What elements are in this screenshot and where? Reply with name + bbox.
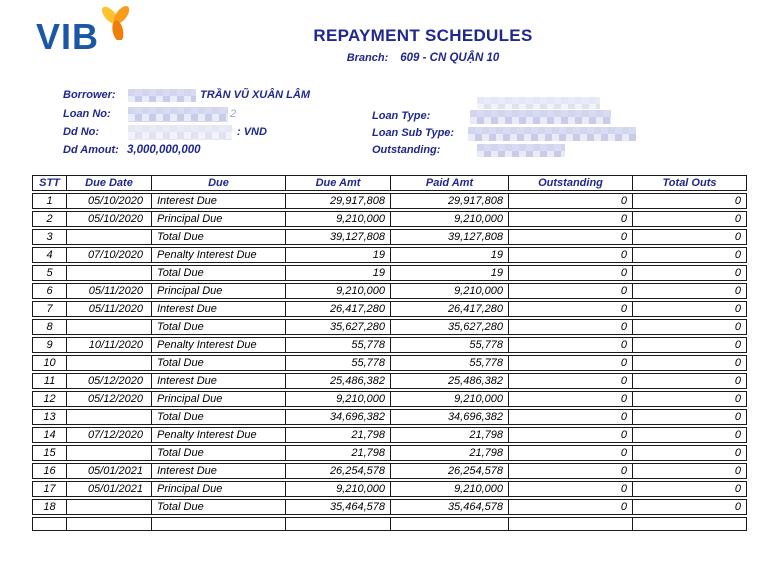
table-cell: 0 bbox=[632, 301, 747, 317]
table-cell: 39,127,808 bbox=[390, 229, 508, 245]
table-cell bbox=[390, 517, 508, 531]
table-cell: 05/11/2020 bbox=[66, 301, 151, 317]
table-cell: 26,417,280 bbox=[390, 301, 508, 317]
table-cell: 35,627,280 bbox=[390, 319, 508, 335]
table-cell: 0 bbox=[508, 247, 632, 263]
table-cell: Total Due bbox=[151, 499, 285, 515]
table-cell bbox=[632, 517, 747, 531]
table-row bbox=[32, 319, 747, 335]
table-cell: 55,778 bbox=[390, 355, 508, 371]
table-cell: 9,210,000 bbox=[390, 391, 508, 407]
column-header: Due Amt bbox=[285, 175, 390, 191]
table-cell: 18 bbox=[32, 499, 66, 515]
table-cell: 55,778 bbox=[285, 355, 390, 371]
dd-no-label: Dd No: bbox=[63, 126, 100, 138]
table-cell: 19 bbox=[390, 265, 508, 281]
dd-amount-value: 3,000,000,000 bbox=[127, 144, 201, 156]
table-cell: 39,127,808 bbox=[285, 229, 390, 245]
table-cell bbox=[66, 517, 151, 531]
table-cell bbox=[66, 445, 151, 461]
repayment-schedule-table bbox=[32, 173, 747, 533]
table-header-row bbox=[32, 175, 747, 191]
table-cell: Interest Due bbox=[151, 301, 285, 317]
table-cell: 11 bbox=[32, 373, 66, 389]
dd-no-redacted bbox=[128, 125, 232, 140]
table-cell: 05/01/2021 bbox=[66, 481, 151, 497]
table-row bbox=[32, 445, 747, 461]
table-row bbox=[32, 193, 747, 209]
table-cell: 12 bbox=[32, 391, 66, 407]
table-cell: 0 bbox=[632, 391, 747, 407]
table-row bbox=[32, 283, 747, 299]
table-cell: 35,464,578 bbox=[390, 499, 508, 515]
loan-no-trailing: 2 bbox=[230, 108, 237, 120]
vib-star-icon bbox=[97, 4, 135, 40]
table-cell: 16 bbox=[32, 463, 66, 479]
table-cell: 29,917,808 bbox=[285, 193, 390, 209]
table-cell: Total Due bbox=[151, 409, 285, 425]
table-cell: Principal Due bbox=[151, 283, 285, 299]
table-cell: 29,917,808 bbox=[390, 193, 508, 209]
title-block bbox=[188, 26, 658, 64]
table-row-partial bbox=[32, 517, 747, 531]
table-cell: Penalty Interest Due bbox=[151, 427, 285, 443]
table-cell: 0 bbox=[508, 499, 632, 515]
table-cell: 21,798 bbox=[285, 445, 390, 461]
outstanding-redacted bbox=[477, 144, 565, 157]
table-cell: 9,210,000 bbox=[285, 391, 390, 407]
table-cell: 8 bbox=[32, 319, 66, 335]
table-cell: 07/12/2020 bbox=[66, 427, 151, 443]
table-cell bbox=[66, 265, 151, 281]
table-row bbox=[32, 463, 747, 479]
loan-no-redacted bbox=[128, 107, 228, 122]
table-row bbox=[32, 481, 747, 497]
table-cell: 35,627,280 bbox=[285, 319, 390, 335]
table-cell: 0 bbox=[508, 337, 632, 353]
table-row bbox=[32, 391, 747, 407]
table-cell: 0 bbox=[508, 301, 632, 317]
table-cell: 26,417,280 bbox=[285, 301, 390, 317]
table-cell: Total Due bbox=[151, 319, 285, 335]
table-cell: 35,464,578 bbox=[285, 499, 390, 515]
table-cell: Total Due bbox=[151, 445, 285, 461]
table-cell: 0 bbox=[632, 211, 747, 227]
table-cell: 0 bbox=[508, 427, 632, 443]
table-cell: 05/10/2020 bbox=[66, 211, 151, 227]
branch-label: Branch: bbox=[346, 52, 389, 64]
table-row bbox=[32, 229, 747, 245]
table-cell: 0 bbox=[508, 229, 632, 245]
table-cell: 0 bbox=[508, 193, 632, 209]
table-cell: Interest Due bbox=[151, 373, 285, 389]
table-row bbox=[32, 355, 747, 371]
table-cell: 0 bbox=[508, 463, 632, 479]
table-row bbox=[32, 301, 747, 317]
page-title: REPAYMENT SCHEDULES bbox=[313, 26, 533, 45]
loan-sub-type-label: Loan Sub Type: bbox=[372, 127, 455, 139]
table-cell: 9,210,000 bbox=[285, 481, 390, 497]
borrower-label: Borrower: bbox=[63, 89, 116, 101]
table-row bbox=[32, 409, 747, 425]
loan-type-redacted bbox=[470, 110, 611, 124]
vib-logo bbox=[36, 4, 146, 60]
table-cell: 0 bbox=[632, 427, 747, 443]
table-cell: 0 bbox=[632, 193, 747, 209]
table-cell: 0 bbox=[508, 445, 632, 461]
dd-amount-label: Dd Amout: bbox=[63, 144, 119, 156]
table-cell: 0 bbox=[632, 373, 747, 389]
table-cell: 14 bbox=[32, 427, 66, 443]
table-cell: 9,210,000 bbox=[390, 481, 508, 497]
right-redacted-top bbox=[477, 97, 600, 109]
table-cell: 0 bbox=[508, 211, 632, 227]
table-cell: 0 bbox=[508, 265, 632, 281]
table-cell: Interest Due bbox=[151, 193, 285, 209]
table-cell: 0 bbox=[632, 337, 747, 353]
table-row bbox=[32, 427, 747, 443]
table-cell: 34,696,382 bbox=[390, 409, 508, 425]
table-cell bbox=[66, 355, 151, 371]
table-cell: 17 bbox=[32, 481, 66, 497]
table-cell: 19 bbox=[285, 265, 390, 281]
table-cell bbox=[151, 517, 285, 531]
table-cell: 05/01/2021 bbox=[66, 463, 151, 479]
borrower-name: TRẦN VŨ XUÂN LÂM bbox=[200, 89, 310, 101]
table-cell: 13 bbox=[32, 409, 66, 425]
table-cell bbox=[508, 517, 632, 531]
table-cell: 0 bbox=[632, 499, 747, 515]
table-cell: 0 bbox=[632, 481, 747, 497]
table-cell: 0 bbox=[508, 319, 632, 335]
table-cell: 10/11/2020 bbox=[66, 337, 151, 353]
branch-value: 609 - CN QUẬN 10 bbox=[400, 52, 500, 64]
table-cell: 9,210,000 bbox=[390, 283, 508, 299]
table-cell: 2 bbox=[32, 211, 66, 227]
table-cell: 34,696,382 bbox=[285, 409, 390, 425]
table-cell: 55,778 bbox=[390, 337, 508, 353]
table-cell: 07/10/2020 bbox=[66, 247, 151, 263]
table-cell: 9,210,000 bbox=[285, 283, 390, 299]
table-cell: Total Due bbox=[151, 229, 285, 245]
loan-sub-type-redacted bbox=[468, 127, 636, 141]
table-cell: 6 bbox=[32, 283, 66, 299]
table-cell: 9,210,000 bbox=[285, 211, 390, 227]
table-cell: 19 bbox=[285, 247, 390, 263]
table-cell bbox=[32, 517, 66, 531]
table-cell: 21,798 bbox=[390, 445, 508, 461]
column-header: STT bbox=[32, 175, 66, 191]
table-cell: 0 bbox=[508, 283, 632, 299]
table-cell: 26,254,578 bbox=[285, 463, 390, 479]
table-cell: 15 bbox=[32, 445, 66, 461]
table-cell: 0 bbox=[632, 265, 747, 281]
table-cell: Principal Due bbox=[151, 211, 285, 227]
loan-no-label: Loan No: bbox=[63, 108, 111, 120]
table-cell: 0 bbox=[632, 355, 747, 371]
table-cell: 05/12/2020 bbox=[66, 391, 151, 407]
table-cell: 05/11/2020 bbox=[66, 283, 151, 299]
column-header: Outstanding bbox=[508, 175, 632, 191]
table-cell: 0 bbox=[632, 463, 747, 479]
table-cell bbox=[285, 517, 390, 531]
table-cell: 0 bbox=[508, 409, 632, 425]
table-cell: Interest Due bbox=[151, 463, 285, 479]
table-cell: 55,778 bbox=[285, 337, 390, 353]
table-cell: 0 bbox=[632, 229, 747, 245]
table-cell: 5 bbox=[32, 265, 66, 281]
column-header: Paid Amt bbox=[390, 175, 508, 191]
table-row bbox=[32, 499, 747, 515]
table-cell: 19 bbox=[390, 247, 508, 263]
table-row bbox=[32, 373, 747, 389]
table-cell: 0 bbox=[508, 481, 632, 497]
loan-type-label: Loan Type: bbox=[372, 110, 431, 122]
table-cell bbox=[66, 319, 151, 335]
table-cell: 21,798 bbox=[285, 427, 390, 443]
table-cell: 25,486,382 bbox=[285, 373, 390, 389]
table-cell: 4 bbox=[32, 247, 66, 263]
table-cell: 0 bbox=[508, 373, 632, 389]
table-row bbox=[32, 211, 747, 227]
table-row bbox=[32, 265, 747, 281]
table-cell: 0 bbox=[632, 409, 747, 425]
table-cell: 0 bbox=[632, 247, 747, 263]
table-cell: Penalty Interest Due bbox=[151, 337, 285, 353]
column-header: Due Date bbox=[66, 175, 151, 191]
column-header: Due bbox=[151, 175, 285, 191]
table-cell: Principal Due bbox=[151, 481, 285, 497]
table-cell: 0 bbox=[508, 355, 632, 371]
table-cell bbox=[66, 499, 151, 515]
outstanding-label: Outstanding: bbox=[372, 144, 441, 156]
table-cell: 1 bbox=[32, 193, 66, 209]
table-cell: 0 bbox=[508, 391, 632, 407]
table-cell: 26,254,578 bbox=[390, 463, 508, 479]
dd-no-currency: : VND bbox=[237, 126, 267, 138]
table-row bbox=[32, 247, 747, 263]
table-cell: 10 bbox=[32, 355, 66, 371]
table-cell: 3 bbox=[32, 229, 66, 245]
table-cell: Penalty Interest Due bbox=[151, 247, 285, 263]
table-cell: 0 bbox=[632, 445, 747, 461]
table-cell: Total Due bbox=[151, 355, 285, 371]
table-cell bbox=[66, 229, 151, 245]
table-cell: 25,486,382 bbox=[390, 373, 508, 389]
table-cell: Principal Due bbox=[151, 391, 285, 407]
table-row bbox=[32, 337, 747, 353]
vib-logo-text: VIB bbox=[36, 16, 100, 57]
table-cell: 9 bbox=[32, 337, 66, 353]
column-header: Total Outs bbox=[632, 175, 747, 191]
table-cell: 9,210,000 bbox=[390, 211, 508, 227]
table-cell: 0 bbox=[632, 319, 747, 335]
table-cell: 21,798 bbox=[390, 427, 508, 443]
table-cell: 05/12/2020 bbox=[66, 373, 151, 389]
borrower-id-redacted bbox=[128, 89, 196, 102]
branch-line bbox=[188, 52, 658, 64]
table-cell bbox=[66, 409, 151, 425]
table-cell: 05/10/2020 bbox=[66, 193, 151, 209]
table-cell: 0 bbox=[632, 283, 747, 299]
table-cell: 7 bbox=[32, 301, 66, 317]
table-cell: Total Due bbox=[151, 265, 285, 281]
